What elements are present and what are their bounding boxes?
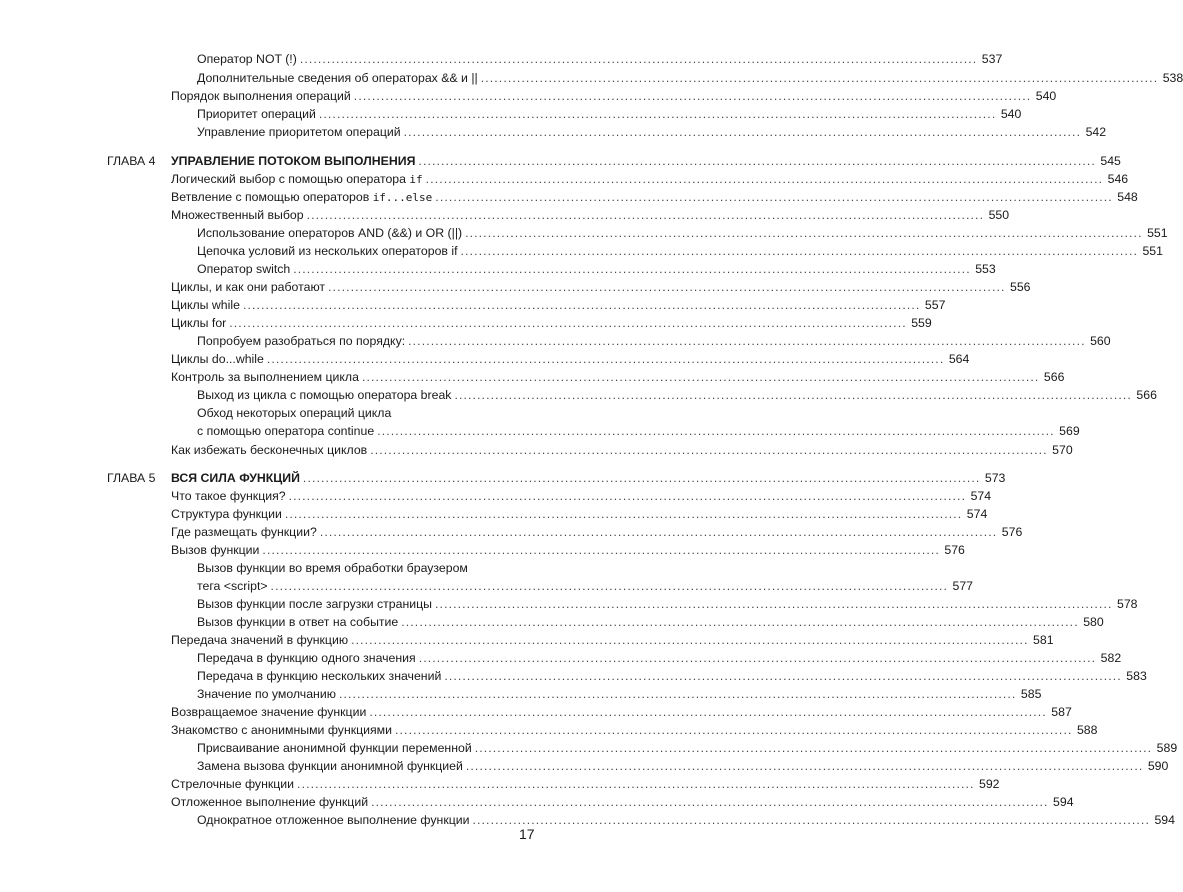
dot-leader [328, 280, 1005, 295]
toc-page: 553 [975, 262, 996, 276]
dot-leader [267, 352, 944, 367]
toc-page: 537 [981, 52, 1003, 66]
toc-title: Где размещать функции? [171, 525, 317, 539]
toc-page: 576 [944, 543, 965, 557]
dot-leader [454, 388, 1131, 403]
toc-title: Стрелочные функции [171, 777, 295, 791]
toc-page: 566 [1043, 370, 1065, 384]
toc-page: 580 [1083, 615, 1104, 629]
toc-page: 540 [1000, 107, 1022, 121]
dot-leader [461, 244, 1138, 259]
toc-entry [197, 597, 1138, 612]
toc-title: Логический выбор с помощью оператора if [171, 172, 423, 186]
toc-page: 569 [1059, 424, 1080, 438]
toc-title: Попробуем разобраться по порядку: [197, 334, 406, 348]
dot-leader [408, 334, 1085, 349]
toc-title: Передача в функцию нескольких значений [197, 669, 442, 683]
toc-page: 582 [1100, 651, 1122, 665]
toc-title: Оператор switch [197, 262, 291, 276]
toc-page: 550 [988, 208, 1010, 222]
toc-title: Структура функции [171, 507, 282, 521]
dot-leader [351, 633, 1028, 648]
toc-page: 574 [970, 489, 992, 503]
toc-entry [171, 89, 1057, 104]
dot-leader [371, 795, 1048, 810]
toc-page: 545 [1100, 154, 1121, 168]
toc-page: 538 [1162, 71, 1183, 85]
toc-title: Ветвление с помощью операторов if...else [171, 190, 433, 204]
toc-entry [197, 262, 996, 277]
toc-page: 540 [1035, 89, 1057, 103]
toc-page: 566 [1136, 388, 1157, 402]
code-keyword: if...else [372, 191, 433, 204]
dot-leader [426, 172, 1103, 187]
chapter-label: ГЛАВА 4 [107, 154, 156, 168]
toc-title: Дополнительные сведения об операторах && и || [197, 71, 478, 85]
toc-entry [197, 759, 1169, 774]
dot-leader [475, 741, 1152, 756]
dot-leader [369, 705, 1046, 720]
dot-leader [404, 125, 1081, 140]
toc-page: 587 [1051, 705, 1072, 719]
toc-title: Множественный выбор [171, 208, 304, 222]
page-number: 17 [519, 826, 535, 842]
toc-entry [197, 52, 1003, 67]
dot-leader [419, 651, 1096, 666]
dot-leader [435, 190, 1112, 205]
toc-page: 583 [1126, 669, 1147, 683]
toc-page: 577 [952, 579, 974, 593]
chapter-label: ГЛАВА 5 [107, 471, 156, 485]
toc-title: Передача значений в функцию [171, 633, 349, 647]
toc-entry [171, 208, 1010, 223]
toc-entry [197, 125, 1107, 140]
chapter-title: УПРАВЛЕНИЕ ПОТОКОМ ВЫПОЛНЕНИЯ [171, 154, 416, 168]
toc-entry [197, 226, 1168, 241]
toc-page: 551 [1147, 226, 1168, 240]
toc-page: 578 [1116, 597, 1138, 611]
toc-page: 570 [1052, 443, 1073, 457]
toc-entry [171, 370, 1065, 385]
toc-entry [197, 687, 1042, 702]
toc-page: 585 [1020, 687, 1042, 701]
toc-title: тега <script> [197, 579, 268, 593]
toc-entry [197, 651, 1122, 666]
toc-page: 589 [1156, 741, 1178, 755]
toc-title: Присваивание анонимной функции переменной [197, 741, 472, 755]
toc-entry [171, 795, 1074, 810]
toc-title: Возвращаемое значение функции [171, 705, 367, 719]
toc-title: Замена вызова функции анонимной функцией [197, 759, 463, 773]
toc-entry [171, 723, 1098, 738]
toc-title: Циклы, и как они работают [171, 280, 326, 294]
toc-title: Однократное отложенное выполнение функции [197, 813, 470, 827]
toc-page: 592 [979, 777, 1000, 791]
dot-leader [300, 52, 977, 67]
toc-entry [171, 633, 1054, 648]
toc-page: 542 [1085, 125, 1107, 139]
toc-title: с помощью оператора continue [197, 424, 375, 438]
dot-leader [307, 208, 984, 223]
toc-page: 594 [1154, 813, 1175, 827]
toc-title: Циклы for [171, 316, 227, 330]
dot-leader [465, 226, 1142, 241]
toc-title: Оператор NOT (!) [197, 52, 297, 66]
dot-leader [297, 777, 974, 792]
dot-leader [377, 424, 1054, 439]
toc-title: Знакомство с анонимными функциями [171, 723, 393, 737]
toc-page: 594 [1053, 795, 1074, 809]
toc-title: Вызов функции в ответ на событие [197, 615, 399, 629]
toc-entry [171, 316, 932, 331]
toc-title-line: Вызов функции во время обработки браузером [197, 561, 468, 575]
toc-page: 590 [1147, 759, 1169, 773]
dot-leader [444, 669, 1121, 684]
dot-leader [354, 89, 1031, 104]
toc-page: 557 [924, 298, 946, 312]
toc-entry [197, 334, 1111, 349]
toc-title: Что такое функция? [171, 489, 286, 503]
toc-entry [171, 352, 970, 367]
dot-leader [401, 615, 1078, 630]
toc-page: 560 [1090, 334, 1111, 348]
toc-title: Управление приоритетом операций [197, 125, 401, 139]
dot-leader [473, 813, 1150, 828]
toc-title-line: Обход некоторых операций цикла [197, 406, 392, 420]
toc-title: Отложенное выполнение функций [171, 795, 369, 809]
code-keyword: if [409, 173, 423, 186]
toc-entry [197, 424, 1080, 439]
dot-leader [320, 525, 997, 540]
toc-entry [197, 741, 1178, 756]
toc-page: 556 [1009, 280, 1031, 294]
dot-leader [395, 723, 1072, 738]
toc-entry [197, 579, 974, 594]
toc-title: Циклы do...while [171, 352, 264, 366]
dot-leader [229, 316, 906, 331]
toc-title: Передача в функцию одного значения [197, 651, 416, 665]
toc-entry [171, 443, 1073, 458]
toc-page: 581 [1033, 633, 1054, 647]
toc-entry [171, 507, 988, 522]
toc-title: Использование операторов AND (&&) и OR (||) [197, 226, 463, 240]
dot-leader [481, 71, 1158, 86]
toc-title: Приоритет операций [197, 107, 316, 121]
toc-page: 576 [1001, 525, 1023, 539]
toc-title: Как избежать бесконечных циклов [171, 443, 368, 457]
dot-leader [293, 262, 970, 277]
dot-leader [303, 471, 980, 486]
dot-leader [370, 443, 1047, 458]
toc-title: Циклы while [171, 298, 240, 312]
toc-entry [171, 777, 1000, 792]
toc-entry [197, 71, 1183, 86]
toc-page: 588 [1076, 723, 1098, 737]
toc-page: 559 [911, 316, 932, 330]
chapter-title: ВСЯ СИЛА ФУНКЦИЙ [171, 471, 300, 485]
toc-title: Порядок выполнения операций [171, 89, 351, 103]
dot-leader [466, 759, 1143, 774]
dot-leader [319, 107, 996, 122]
toc-entry [171, 525, 1023, 540]
toc-entry [171, 489, 992, 504]
toc-entry [197, 615, 1104, 630]
toc-title: Вызов функции после загрузки страницы [197, 597, 433, 611]
chapter-heading [171, 154, 1121, 169]
toc-entry [197, 388, 1157, 403]
toc-title: Вызов функции [171, 543, 260, 557]
toc-title: Выход из цикла с помощью оператора break [197, 388, 452, 402]
toc-title: Цепочка условий из нескольких операторов if [197, 244, 458, 258]
toc-title: Значение по умолчанию [197, 687, 336, 701]
dot-leader [289, 489, 966, 504]
toc-page: 548 [1117, 190, 1138, 204]
toc-entry [197, 244, 1163, 259]
toc-entry [171, 280, 1031, 295]
dot-leader [285, 507, 962, 522]
toc-entry [171, 172, 1129, 187]
toc-entry [171, 543, 965, 558]
toc-page: 574 [966, 507, 988, 521]
toc-page: 551 [1142, 244, 1163, 258]
toc-page: 546 [1107, 172, 1129, 186]
toc-entry [197, 107, 1022, 122]
toc-page: 564 [948, 352, 970, 366]
dot-leader [435, 597, 1112, 612]
toc-entry [171, 190, 1138, 205]
toc-entry [171, 298, 946, 313]
toc-page: 573 [984, 471, 1006, 485]
chapter-heading [171, 471, 1006, 486]
toc-entry [197, 669, 1147, 684]
toc-title: Контроль за выполнением цикла [171, 370, 359, 384]
toc-entry [171, 705, 1072, 720]
dot-leader [271, 579, 948, 594]
dot-leader [262, 543, 939, 558]
dot-leader [362, 370, 1039, 385]
dot-leader [418, 154, 1095, 169]
toc-entry [197, 813, 1175, 828]
dot-leader [339, 687, 1016, 702]
dot-leader [243, 298, 920, 313]
